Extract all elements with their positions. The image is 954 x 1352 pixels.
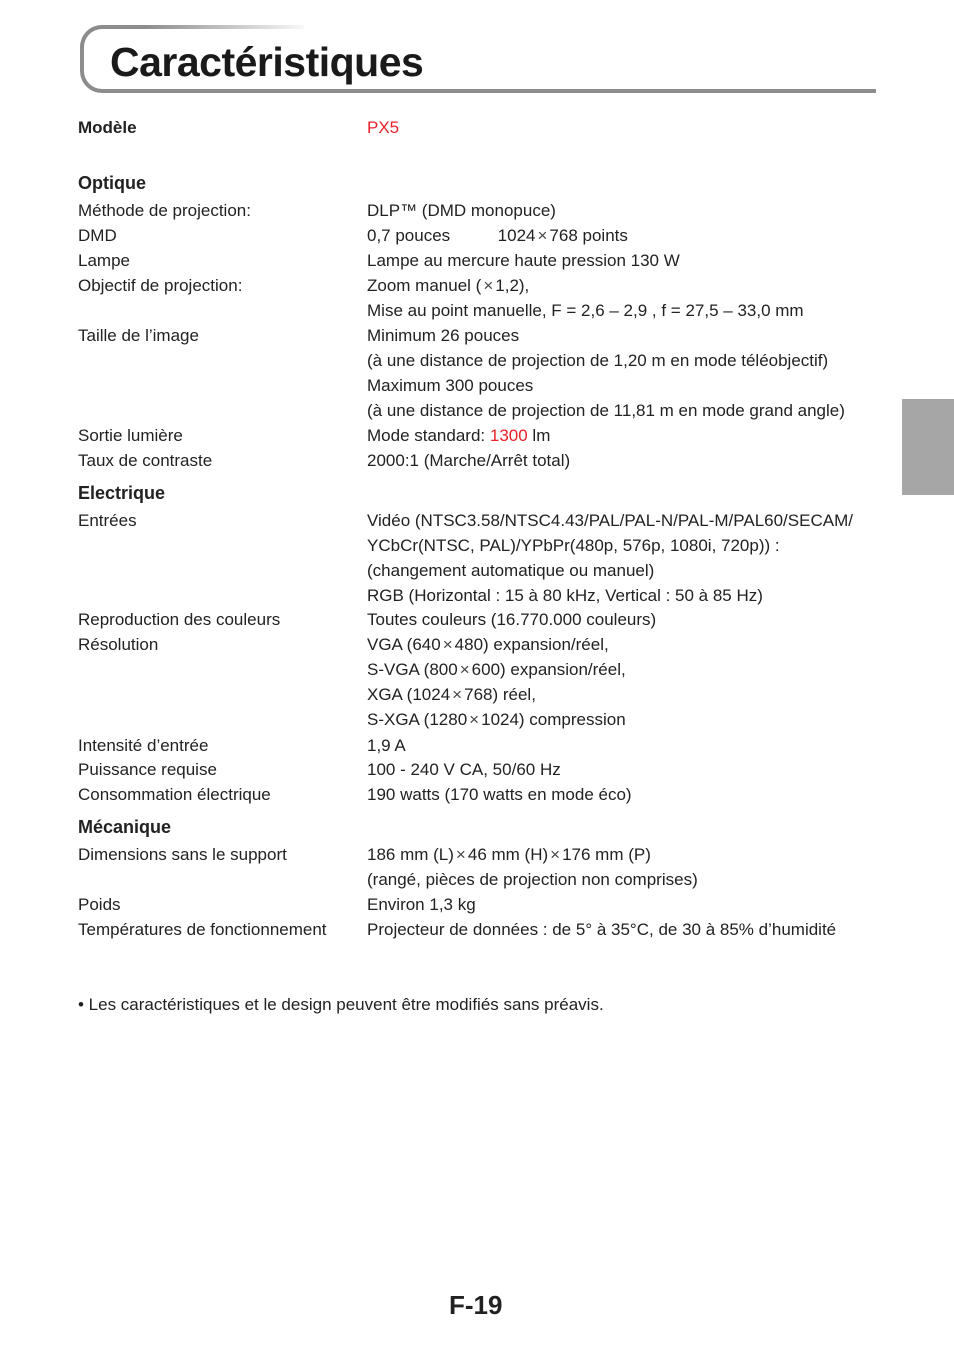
spec-value: Mise au point manuelle, F = 2,6 – 2,9 , f = 27,5 – 33,0 mm bbox=[367, 301, 804, 320]
page-title: Caractéristiques bbox=[110, 39, 424, 85]
dim-width: 186 mm (L) bbox=[367, 845, 454, 864]
spec-label: Poids bbox=[78, 895, 121, 914]
spec-value: Vidéo (NTSC3.58/NTSC4.43/PAL/PAL-N/PAL-M/PAL60/SECAM/ bbox=[367, 511, 853, 530]
spec-label: Taux de contraste bbox=[78, 451, 213, 470]
spec-label: Lampe bbox=[78, 251, 130, 270]
zoom-b: 1,2), bbox=[495, 276, 530, 295]
spec-value: 100 - 240 V CA, 50/60 Hz bbox=[367, 760, 561, 779]
spec-label: Résolution bbox=[78, 635, 159, 654]
spec-label: Températures de fonctionnement bbox=[78, 920, 327, 939]
spec-value: (à une distance de projection de 11,81 m en mode grand angle) bbox=[367, 401, 845, 420]
model-label: Modèle bbox=[78, 118, 137, 137]
spec-value bbox=[367, 423, 550, 448]
res-svga-b: 600) expansion/réel, bbox=[471, 660, 626, 679]
spec-value: DLP™ (DMD monopuce) bbox=[367, 201, 556, 220]
spec-label: Sortie lumière bbox=[78, 426, 183, 445]
res-svga-a: S-VGA (800 bbox=[367, 660, 458, 679]
light-lumens: 1300 bbox=[489, 426, 528, 445]
spec-value: Lampe au mercure haute pression 130 W bbox=[367, 251, 680, 270]
dmd-res-a: 1024 bbox=[497, 226, 536, 245]
spec-label: DMD bbox=[78, 226, 117, 245]
res-vga-a: VGA (640 bbox=[367, 635, 441, 654]
spec-value: Minimum 26 pouces bbox=[367, 326, 520, 345]
spec-value: (à une distance de projection de 1,20 m en mode téléobjectif) bbox=[367, 351, 829, 370]
spec-value: 2000:1 (Marche/Arrêt total) bbox=[367, 451, 571, 470]
section-heading-electrique: Electrique bbox=[78, 483, 166, 503]
dim-depth: 176 mm (P) bbox=[562, 845, 651, 864]
spec-label: Dimensions sans le support bbox=[78, 845, 287, 864]
spec-value: Toutes couleurs (16.770.000 couleurs) bbox=[367, 610, 657, 629]
spec-value: Projecteur de données : de 5° à 35°C, de 30 à 85% d’humidité bbox=[367, 920, 837, 939]
page-number: F-19 bbox=[449, 1290, 503, 1320]
dmd-res-b: 768 points bbox=[549, 226, 628, 245]
res-vga-b: 480) expansion/réel, bbox=[454, 635, 609, 654]
res-sxga-b: 1024) compression bbox=[481, 710, 626, 729]
times-symbol: × bbox=[483, 276, 494, 295]
spec-label: Objectif de projection: bbox=[78, 276, 243, 295]
res-xga-b: 768) réel, bbox=[464, 685, 536, 704]
light-mode: Mode standard: bbox=[367, 426, 490, 445]
section-heading-optique: Optique bbox=[78, 173, 146, 193]
spec-value: (rangé, pièces de projection non comprises) bbox=[367, 870, 698, 889]
spec-value: Environ 1,3 kg bbox=[367, 895, 476, 914]
spec-label: Reproduction des couleurs bbox=[78, 610, 281, 629]
spec-label: Méthode de projection: bbox=[78, 201, 251, 220]
spec-value: (changement automatique ou manuel) bbox=[367, 561, 655, 580]
zoom-a: Zoom manuel ( bbox=[367, 276, 482, 295]
spec-label: Taille de l’image bbox=[78, 326, 199, 345]
dmd-size: 0,7 pouces bbox=[367, 226, 451, 245]
times-symbol: × bbox=[469, 710, 480, 729]
chapter-side-tab bbox=[902, 399, 954, 495]
times-symbol: × bbox=[459, 660, 470, 679]
spec-value bbox=[367, 273, 529, 298]
res-sxga-a: S-XGA (1280 bbox=[367, 710, 468, 729]
times-symbol: × bbox=[550, 845, 561, 864]
spec-value bbox=[367, 682, 536, 707]
footnote: • Les caractéristiques et le design peuvent être modifiés sans préavis. bbox=[78, 995, 604, 1014]
spec-value bbox=[367, 223, 628, 248]
spec-value: Maximum 300 pouces bbox=[367, 376, 534, 395]
times-symbol: × bbox=[452, 685, 463, 704]
spec-value bbox=[367, 632, 609, 657]
times-symbol: × bbox=[537, 226, 548, 245]
spec-label: Intensité d’entrée bbox=[78, 736, 209, 755]
spec-value bbox=[367, 657, 626, 682]
dim-height: 46 mm (H) bbox=[467, 845, 549, 864]
light-unit: lm bbox=[527, 426, 551, 445]
spec-value: YCbCr(NTSC, PAL)/YPbPr(480p, 576p, 1080i, 720p)) : bbox=[367, 536, 780, 555]
spec-value: 1,9 A bbox=[367, 736, 406, 755]
times-symbol: × bbox=[455, 845, 466, 864]
res-xga-a: XGA (1024 bbox=[367, 685, 451, 704]
model-value: PX5 bbox=[367, 118, 400, 137]
spec-value bbox=[367, 707, 626, 732]
spec-value: RGB (Horizontal : 15 à 80 kHz, Vertical : 50 à 85 Hz) bbox=[367, 586, 763, 605]
times-symbol: × bbox=[442, 635, 453, 654]
spec-label: Consommation électrique bbox=[78, 785, 271, 804]
section-heading-mecanique: Mécanique bbox=[78, 817, 172, 837]
spec-label: Entrées bbox=[78, 511, 137, 530]
spec-value: 190 watts (170 watts en mode éco) bbox=[367, 785, 632, 804]
spec-value bbox=[367, 842, 651, 867]
spec-label: Puissance requise bbox=[78, 760, 217, 779]
